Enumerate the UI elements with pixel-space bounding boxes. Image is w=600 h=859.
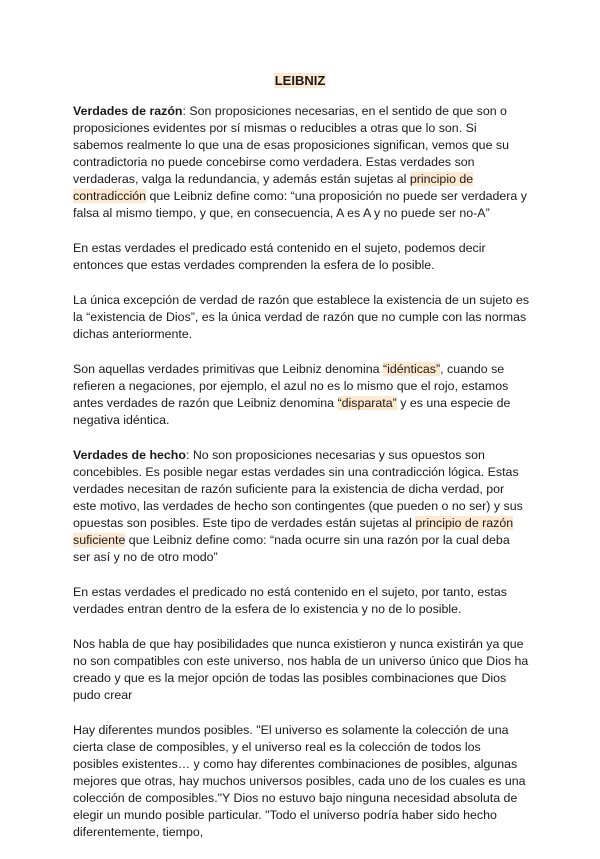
document-body bbox=[73, 103, 529, 859]
paragraph-excepcion-dios: La única excepción de verdad de razón que establece la existencia de un sujeto es la “existencia de Dios”, es la única verdad de razón que no cumple con las normas dichas anteriormente. bbox=[73, 293, 530, 341]
paragraph-text: : Son proposiciones necesarias, en el sentido de que son o proposiciones evidentes por sí mismas o reducibles a otras que lo son. Si sabemos realmente lo que una de esas proposiciones significan, vemos que su contradictoria no puede concebirse como verdadera. Estas verdades son verdaderas, valga la redundancia, y además están sujetas al bbox=[73, 104, 509, 186]
document-title-text: LEIBNIZ bbox=[274, 73, 326, 88]
paragraph-text: : No son proposiciones necesarias y sus opuestos son concebibles. Es posible negar estas verdades sin una contradicción lógica. Estas verdades necesitan de razón suficiente para la existencia de dicha verdad, por este motivo, las verdades de hecho son contingentes (que pueden o no ser) y sus opuestas son posibles. Este tipo de verdades están sujetas al bbox=[73, 448, 523, 530]
paragraph-text: Son aquellas verdades primitivas que Leibniz denomina bbox=[73, 362, 383, 376]
highlight-disparata: “disparata” bbox=[337, 396, 397, 410]
highlight-principio-de-razon-suficiente: principio de razón suficiente bbox=[73, 516, 514, 547]
paragraph-text: que Leibniz define como: “una proposición no puede ser verdadera y falsa al mismo tiempo, y que, en consecuencia, A es A y no puede ser no-A” bbox=[73, 189, 527, 220]
paragraph-mundos-posibles: Hay diferentes mundos posibles. "El universo es solamente la colección de una cierta clase de composibles, y el universo real es la colección de todos los posibles existentes… y como hay diferentes combinaciones de posibles, algunas mejores que otras, hay muchos universos posibles, cada uno de los cuales es una colección de composibles."Y Dios no estuvo bajo ninguna necesidad absoluta de elegir un mundo posible particular. "Todo el universo podría haber sido hecho diferentemente, tiempo, bbox=[73, 723, 526, 839]
highlight-principio-de-contradiccion: principio de contradicción bbox=[73, 172, 474, 203]
term-verdades-de-hecho: Verdades de hecho bbox=[73, 448, 186, 462]
highlight-identicas: “idénticas” bbox=[382, 362, 441, 376]
paragraph-predicado-contenido: En estas verdades el predicado está contenido en el sujeto, podemos decir entonces que estas verdades comprenden la esfera de lo posible. bbox=[73, 241, 486, 272]
paragraph-verdades-de-razon bbox=[73, 103, 529, 222]
paragraph-text: que Leibniz define como: “nada ocurre sin una razón por la cual deba ser así y no de otro modo” bbox=[73, 533, 510, 564]
paragraph-text: y es una especie de negativa idéntica. bbox=[73, 396, 511, 427]
paragraph-predicado-no-contenido: En estas verdades el predicado no está contenido en el sujeto, por tanto, estas verdades entran dentro de la esfera de lo existencia y no de lo posible. bbox=[73, 585, 507, 616]
paragraph-posibilidades: Nos habla de que hay posibilidades que nunca existieron y nunca existirán ya que no son compatibles con este universo, nos habla de un universo único que Dios ha creado y que es la mejor opción de todas las posibles combinaciones que Dios pudo crear bbox=[73, 637, 529, 702]
document-title bbox=[0, 73, 600, 89]
paragraph-identicas bbox=[73, 361, 529, 429]
term-verdades-de-razon: Verdades de razón bbox=[73, 104, 183, 118]
paragraph-text: , cuando se refieren a negaciones, por ejemplo, el azul no es lo mismo que el rojo, estamos antes verdades de razón que Leibniz denomina bbox=[73, 362, 509, 410]
paragraph-verdades-de-hecho bbox=[73, 447, 529, 566]
